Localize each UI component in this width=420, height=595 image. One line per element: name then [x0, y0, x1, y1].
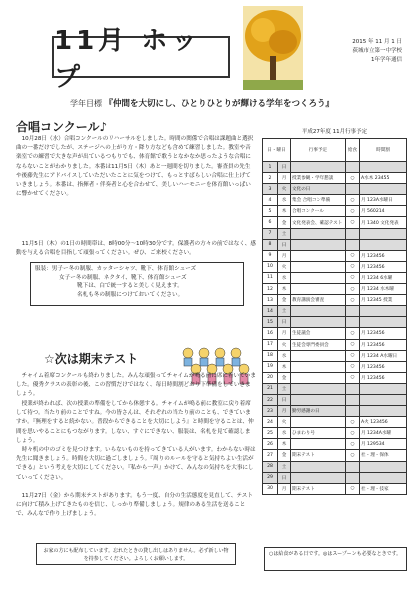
row-lunch: ○ [346, 284, 360, 295]
dress-line: 靴下は、白で統一すると美しく見えます。 [77, 283, 183, 290]
schedule-title: 平成27年度 11月行事予定 [301, 129, 368, 135]
row-day: 29 [263, 472, 278, 483]
row-day: 17 [263, 339, 278, 350]
row-timetable: 月 1234 水木曜 [360, 284, 407, 295]
row-weekday: 月 [278, 173, 291, 184]
row-day: 5 [263, 206, 278, 217]
row-lunch: ○ [346, 439, 360, 450]
schedule-row [263, 439, 407, 450]
schedule-row [263, 461, 407, 472]
row-day: 19 [263, 361, 278, 372]
row-timetable: 月 1234 6水曜 [360, 272, 407, 283]
row-weekday: 土 [278, 228, 291, 239]
row-event [291, 350, 346, 361]
row-day: 7 [263, 228, 278, 239]
row-lunch [346, 383, 360, 394]
row-weekday: 火 [278, 417, 291, 428]
row-lunch: ○ [346, 272, 360, 283]
row-lunch [346, 394, 360, 405]
row-weekday: 木 [278, 284, 291, 295]
goal-label: 学年目標 [70, 99, 102, 108]
schedule-row [263, 472, 407, 483]
schedule-row [263, 184, 407, 195]
row-weekday: 月 [278, 406, 291, 417]
row-weekday: 木 [278, 206, 291, 217]
newsletter-title-box [52, 26, 230, 93]
row-day: 3 [263, 184, 278, 195]
schedule-row [263, 350, 407, 361]
row-lunch: ○ [346, 483, 360, 494]
newsletter-title: 11月 ホップ [54, 26, 202, 93]
header-event: 行事予定 [291, 139, 346, 162]
row-event: 生徒議会 [291, 328, 346, 339]
schedule-row [263, 483, 407, 494]
row-lunch: ○ [346, 450, 360, 461]
schedule-row [263, 428, 407, 439]
row-weekday: 日 [278, 239, 291, 250]
row-lunch: ○ [346, 195, 360, 206]
autumn-tree-illustration [243, 6, 303, 90]
row-lunch [346, 239, 360, 250]
schedule-row [263, 339, 407, 350]
row-weekday: 金 [278, 372, 291, 383]
row-event [291, 250, 346, 261]
row-weekday: 月 [278, 250, 291, 261]
row-event [291, 317, 346, 328]
row-lunch: ○ [346, 250, 360, 261]
row-weekday: 金 [278, 450, 291, 461]
exam-section-title: ☆次は期末テスト [44, 352, 139, 366]
row-day: 8 [263, 239, 278, 250]
schedule-body [263, 162, 407, 495]
row-day: 12 [263, 284, 278, 295]
schedule-row [263, 250, 407, 261]
schedule-row [263, 173, 407, 184]
row-weekday: 金 [278, 217, 291, 228]
row-day: 4 [263, 195, 278, 206]
exam-paragraph-1: チャイム着席コンクールも終わりました。みんな頑張ってチャイムが鳴る前に席に着いていました。優秀クラスの表彰の後、この習慣だけではなく、毎日時間割どおり下準備をしていきましょう。 [16, 373, 256, 398]
schedule-row [263, 217, 407, 228]
goal-text: 『仲間を大切にし、ひとりひとりが輝ける学年をつくろう』 [104, 99, 335, 109]
row-timetable [360, 317, 407, 328]
row-lunch: ○ [346, 417, 360, 428]
row-day: 2 [263, 173, 278, 184]
row-weekday: 土 [278, 306, 291, 317]
row-event [291, 228, 346, 239]
row-day: 30 [263, 483, 278, 494]
row-event [291, 162, 346, 173]
row-timetable: 社・理・技家 [360, 483, 407, 494]
row-day: 22 [263, 394, 278, 405]
row-event: 教育講演会審査 [291, 295, 346, 306]
row-event: 文化発表会、確認テスト [291, 217, 346, 228]
row-weekday: 木 [278, 439, 291, 450]
row-weekday: 水 [278, 428, 291, 439]
row-weekday: 木 [278, 361, 291, 372]
row-day: 24 [263, 417, 278, 428]
schedule-row [263, 272, 407, 283]
schedule-row [263, 372, 407, 383]
schedule-row [263, 206, 407, 217]
row-event [291, 306, 346, 317]
school-name: 荻城市立第一中学校 [352, 48, 402, 54]
schedule-note: ○は給食がある日です。◎はスープーンも必要なときです。 [269, 551, 402, 557]
header-info [316, 38, 402, 65]
row-event [291, 261, 346, 272]
row-weekday: 金 [278, 295, 291, 306]
chorus-section-title: 合唱コンクール♪ [16, 120, 108, 134]
row-timetable: 社・理・保体 [360, 450, 407, 461]
row-event: 生徒会専門委員会 [291, 339, 346, 350]
row-weekday: 火 [278, 261, 291, 272]
row-lunch [346, 306, 360, 317]
row-event [291, 272, 346, 283]
row-day: 21 [263, 383, 278, 394]
row-event: 期末テスト [291, 483, 346, 494]
header-day: 日・曜日 [263, 139, 291, 162]
row-timetable [360, 406, 407, 417]
row-event [291, 394, 346, 405]
row-weekday: 日 [278, 394, 291, 405]
row-day: 14 [263, 306, 278, 317]
row-lunch: ○ [346, 173, 360, 184]
header-timetable: 時間割 [360, 139, 407, 162]
dress-line: 服装：男子ー冬の制服、カッターシャツ、靴下、体育館シューズ [35, 266, 197, 272]
row-weekday: 月 [278, 328, 291, 339]
row-lunch [346, 461, 360, 472]
row-timetable [360, 162, 407, 173]
row-timetable: 月 123456 [360, 328, 407, 339]
dress-line: 名札も冬の制服につけておいてください。 [77, 291, 184, 298]
row-lunch: ○ [346, 295, 360, 306]
schedule-row [263, 261, 407, 272]
row-weekday: 火 [278, 184, 291, 195]
schedule-row [263, 228, 407, 239]
row-weekday: 火 [278, 339, 291, 350]
bottom-notice: お家の方にも配布しています。忘れたときの貸し出しはありません。必ず新しい物を持参してください。よろしくお願いします。 [43, 548, 229, 562]
schedule-row [263, 162, 407, 173]
schedule-header-row [263, 139, 407, 162]
row-day: 23 [263, 406, 278, 417]
row-weekday: 水 [278, 350, 291, 361]
chorus-paragraph-2: 11月5日（木）の1日の時間帯は、8時00分〜10時30分です。保護者の方々の前ではなく、感動を与える合唱を目指して頑張ってください。ぜひ、ご来校ください。 [16, 241, 256, 257]
row-lunch [346, 162, 360, 173]
schedule-row [263, 306, 407, 317]
schedule-row [263, 284, 407, 295]
row-day: 1 [263, 162, 278, 173]
schedule-row [263, 383, 407, 394]
schedule-table [262, 138, 407, 495]
row-timetable: 月 560214 [360, 206, 407, 217]
row-weekday: 土 [278, 383, 291, 394]
row-event [291, 361, 346, 372]
row-day: 11 [263, 272, 278, 283]
row-timetable: 月 123456 [360, 250, 407, 261]
row-timetable [360, 228, 407, 239]
chorus-paragraph-1: 10月28日（水）合唱コンクールのリハーサルをしました。時間の関係で合唱は課題曲と選択曲の一番だけでしたが、ステージへの上がり方・降り方なども含めて練習しました。教室や音楽室での練習で大きな声が出ているつもりでも、体育館で歌うとなかなか思ったような合唱にならないことがわかりました。本番は11月5日（木）あと一週間を切りました。審査員の先生や後藤先生にアドバイスしていただいたことに気をつけて、もっとすばらしい合唱に仕上げていきましょう。本番は、指揮者・伴奏者と心を合わせて、美しいハーモニーを体育館いっぱいに響かせてください。 [16, 136, 254, 198]
row-timetable: A火 123456 [360, 417, 407, 428]
row-day: 26 [263, 439, 278, 450]
row-event [291, 372, 346, 383]
row-lunch: ○ [346, 261, 360, 272]
row-day: 28 [263, 461, 278, 472]
row-timetable: 月 123456 [360, 372, 407, 383]
schedule-row [263, 450, 407, 461]
bottom-notice-box [36, 543, 236, 565]
row-weekday: 水 [278, 195, 291, 206]
issuer-name: 1年学年通信 [371, 57, 402, 63]
exam-paragraph-4: 11月27日（金）から期末テストがあります。もう一度、自分の生活態度を見直して、テストに向けて積み上げてきたものを信じ、しっかり準備しましょう。規律のある生活を送ることで、みんなで作り上げましょう。 [16, 493, 253, 518]
row-timetable [360, 461, 407, 472]
row-timetable: 月 123456 [360, 261, 407, 272]
row-weekday: 土 [278, 461, 291, 472]
row-event [291, 239, 346, 250]
row-timetable [360, 239, 407, 250]
row-weekday: 日 [278, 472, 291, 483]
row-lunch: ○ [346, 217, 360, 228]
row-event: 期末テスト [291, 450, 346, 461]
row-day: 6 [263, 217, 278, 228]
row-event [291, 461, 346, 472]
row-timetable: 月 1340 文化発表 [360, 217, 407, 228]
row-day: 27 [263, 450, 278, 461]
row-lunch [346, 472, 360, 483]
row-event: 勤労感謝の日 [291, 406, 346, 417]
schedule-row [263, 328, 407, 339]
row-timetable [360, 306, 407, 317]
schedule-row [263, 406, 407, 417]
row-day: 20 [263, 372, 278, 383]
row-weekday: 日 [278, 317, 291, 328]
header-lunch: 給食 [346, 139, 360, 162]
row-event: 集会 合唱コン準備 [291, 195, 346, 206]
row-timetable: A水木 23455 [360, 173, 407, 184]
row-event: 授業参観・学年懇談 [291, 173, 346, 184]
row-event [291, 284, 346, 295]
row-lunch: ○ [346, 372, 360, 383]
row-lunch: ○ [346, 328, 360, 339]
dress-line: 女子ー冬の制服、ネクタイ、靴下、体育館シューズ [59, 274, 187, 281]
row-lunch: ○ [346, 206, 360, 217]
row-weekday: 水 [278, 272, 291, 283]
row-event: ひまわり号 [291, 428, 346, 439]
row-timetable: 月 12345 授業 [360, 295, 407, 306]
row-day: 15 [263, 317, 278, 328]
row-timetable: 月 123A水曜日 [360, 195, 407, 206]
row-lunch [346, 406, 360, 417]
row-weekday: 日 [278, 162, 291, 173]
schedule-row [263, 361, 407, 372]
exam-paragraph-3: 時々机の中のゴミを見つけます。いらないものを持ってきている人がいます。わからない時は先生に聞きましょう。時間を大切に過ごしましょう。『周りのルールを守ると気持ちよい生活ができる』という考えを大切にしてください。『私から一声』かけて、みんなの気持ちを大事にしていってください。 [16, 447, 256, 481]
exam-paragraph-2: 授業が終われば、次の授業の準備をしてから休憩する。チャイムが鳴る前に教室に戻り着席して待つ。当たり前のことですね。今の皆さんは、それぞれの当たり前のことも、できていますか。『無理をすると続かない。普段からできることを大切にしよう』と時間を守ることは、仲間を思いやることにもつながります。しない、すぐにできない、服装は、名札を見て確認しましょう。 [16, 401, 254, 444]
row-timetable: 月 1234 A水曜日 [360, 350, 407, 361]
row-timetable: 月 123456 [360, 361, 407, 372]
row-day: 13 [263, 295, 278, 306]
schedule-row [263, 417, 407, 428]
row-timetable [360, 383, 407, 394]
row-event [291, 439, 346, 450]
row-timetable: 月 1234A水曜 [360, 428, 407, 439]
row-timetable [360, 472, 407, 483]
row-lunch: ○ [346, 339, 360, 350]
row-day: 16 [263, 328, 278, 339]
row-event: 文化の日 [291, 184, 346, 195]
row-day: 9 [263, 250, 278, 261]
row-timetable: 月 123456 [360, 339, 407, 350]
row-lunch: ○ [346, 361, 360, 372]
row-event [291, 472, 346, 483]
row-lunch: ○ [346, 428, 360, 439]
grade-goal [70, 97, 334, 109]
row-weekday: 月 [278, 483, 291, 494]
schedule-row [263, 295, 407, 306]
row-day: 10 [263, 261, 278, 272]
schedule-row [263, 394, 407, 405]
row-timetable [360, 394, 407, 405]
dress-code-box [30, 262, 244, 306]
row-lunch [346, 184, 360, 195]
row-lunch [346, 317, 360, 328]
schedule-row [263, 317, 407, 328]
row-event [291, 417, 346, 428]
issue-date: 2015 年 11 月 1 日 [352, 39, 402, 45]
schedule-row [263, 239, 407, 250]
row-timetable: 月 129534 [360, 439, 407, 450]
row-lunch: ○ [346, 350, 360, 361]
row-timetable [360, 184, 407, 195]
row-lunch [346, 228, 360, 239]
row-event: 合唱コンクール [291, 206, 346, 217]
row-event [291, 383, 346, 394]
row-day: 25 [263, 428, 278, 439]
schedule-row [263, 195, 407, 206]
row-day: 18 [263, 350, 278, 361]
schedule-note-box [264, 547, 407, 571]
